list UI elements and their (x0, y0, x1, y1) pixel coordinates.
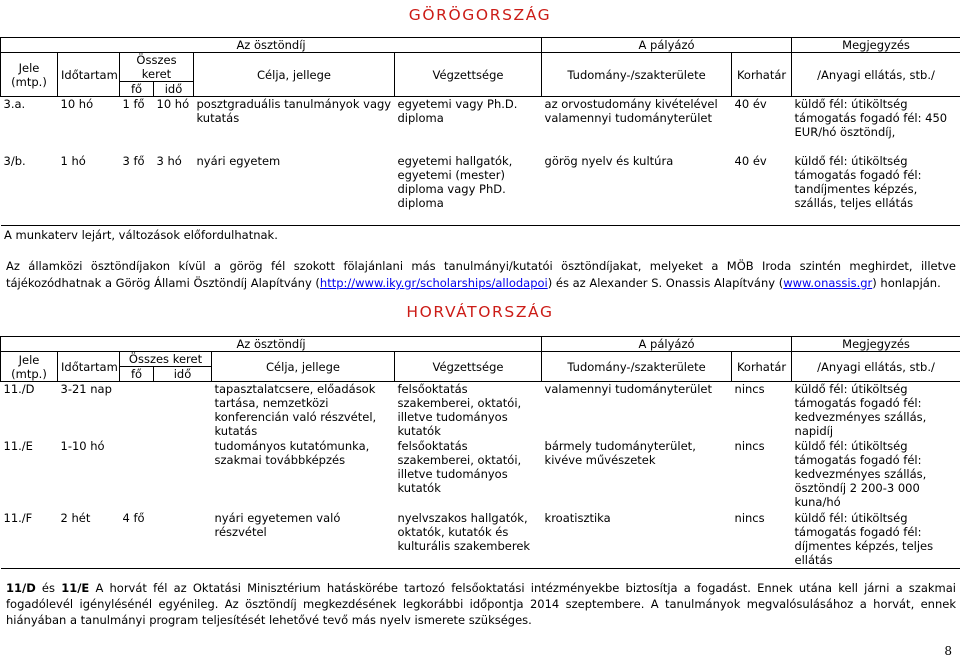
cell-anyagi: küldő fél: útiköltség támogatás fogadó fél: 450 EUR/hó ösztöndíj, (792, 97, 960, 154)
table-row (1, 439, 960, 511)
paragraph-text: és (35, 581, 62, 595)
cell-fo (120, 439, 154, 511)
cell-idotartam: 2 hét (58, 511, 120, 569)
greece-paragraph (6, 258, 956, 292)
col-header-ido: idő (154, 367, 212, 382)
cell-fo: 4 fő (120, 511, 154, 569)
cell-vegzettsege: nyelvszakos hallgatók, oktatók, kutatók és kulturális szakemberek (395, 511, 542, 569)
cell-korhatar: nincs (732, 511, 792, 569)
cell-celja: posztgraduális tanulmányok vagy kutatás (194, 97, 395, 154)
col-header-celja: Célja, jellege (212, 352, 395, 382)
cell-celja: nyári egyetemen való részvétel (212, 511, 395, 569)
cell-fo (120, 382, 154, 439)
group-header-applicant: A pályázó (542, 337, 792, 352)
cell-vegzettsege: felsőoktatás szakemberei, oktatói, illetve tudományos kutatók (397, 438, 522, 495)
cell-korhatar: 40 év (732, 154, 792, 226)
cell-anyagi: küldő fél: útiköltség támogatás fogadó fél: tandíjmentes képzés, szállás, teljes ellátás (792, 154, 960, 226)
col-header-osszes-keret: Összes keret (120, 53, 194, 82)
paragraph-text: ) és az Alexander S. Onassis Alapítvány ( (547, 276, 784, 290)
cell-jele: 11./D (1, 382, 58, 439)
greece-table (0, 37, 960, 226)
cell-idotartam: 1 hó (58, 154, 120, 226)
section-title-greece: GÖRÖGORSZÁG (408, 6, 552, 24)
cell-tudomany: az orvostudomány kivételével valamennyi tudományterület (542, 97, 732, 154)
page-number: 8 (944, 644, 952, 658)
onassis-link[interactable]: www.onassis.gr (783, 276, 873, 290)
cell-fo: 1 fő (120, 97, 154, 154)
table-row (1, 382, 960, 439)
section-title-croatia: HORVÁTORSZÁG (406, 303, 554, 321)
note-text: A munkaterv lejárt, változások előfordulhatnak. (4, 228, 278, 242)
cell-ido (154, 511, 212, 569)
col-header-idotartam: Időtartam (58, 53, 120, 97)
cell-idotartam: 1-10 hó (60, 438, 105, 453)
cell-ido: 3 hó (154, 154, 194, 226)
cell-ido (154, 439, 212, 511)
cell-jele: 11./F (1, 511, 58, 569)
paragraph-bold: 11/D (6, 581, 36, 595)
table-row (1, 97, 960, 154)
iky-link[interactable]: http://www.iky.gr/scholarships/allodapoi (319, 276, 548, 290)
col-header-tudomany: Tudomány-/szakterülete (542, 53, 732, 97)
cell-korhatar: nincs (732, 382, 792, 439)
cell-tudomany: bármely tudományterület, kivéve művészetek (544, 438, 696, 467)
col-header-fo: fő (120, 367, 154, 382)
col-header-vegzettsege: Végzettsége (395, 53, 542, 97)
col-header-anyagi: /Anyagi ellátás, stb./ (792, 53, 960, 97)
col-header-celja: Célja, jellege (194, 53, 395, 97)
cell-idotartam: 3-21 nap (58, 382, 120, 439)
cell-tudomany: kroatisztika (542, 511, 732, 569)
col-header-idotartam: Időtartam (58, 352, 120, 382)
cell-vegzettsege: felsőoktatás szakemberei, oktatói, illetve tudományos kutatók (395, 382, 542, 439)
cell-celja: nyári egyetem (194, 154, 395, 226)
cell-vegzettsege: egyetemi hallgatók, egyetemi (mester) diploma vagy PhD. diploma (395, 154, 542, 226)
col-header-fo: fő (120, 82, 154, 97)
paragraph-text: A horvát fél az Oktatási Minisztérium hatáskörébe tartozó felsőoktatási intézményekbe biztosítja a fogadást. Ennek utána kell járni a szakmai fogadólevél igénylésénél egyénileg. Az ösztöndíj megkezdésének legkorábbi időpontja 2014 szeptembere. A tanulmányok megvalósulásához a horvát, ennek hiányában a tanulmányi program teljesítését lehetővé tevő más nyelv ismerete szükséges. (6, 581, 956, 627)
paragraph-text: Az államközi ösztöndíjakon kívül a görög fél szokott fölajánlani más tanulmányi/kutatói ösztöndíjakat, melyeket a MÖB Iroda szintén meghirdet, illetve tájékozódhatnak a Görög Állami Ösztöndíj Alapítvány ( (6, 259, 956, 290)
table-row (1, 154, 960, 226)
cell-tudomany: valamennyi tudományterület (542, 382, 732, 439)
cell-ido (154, 382, 212, 439)
col-header-osszes-keret: Összes keret (120, 352, 212, 367)
col-header-vegzettsege: Végzettsége (395, 352, 542, 382)
group-header-notes: Megjegyzés (792, 38, 960, 53)
cell-anyagi: küldő fél: útiköltség támogatás fogadó fél: kedvezményes szállás, napidíj (792, 382, 960, 439)
cell-jele: 3/b. (1, 154, 58, 226)
cell-ido: 10 hó (154, 97, 194, 154)
table-row (1, 511, 960, 569)
group-header-notes: Megjegyzés (792, 337, 960, 352)
cell-korhatar: 40 év (732, 97, 792, 154)
paragraph-text: ) honlapján. (872, 276, 941, 290)
cell-anyagi: küldő fél: útiköltség támogatás fogadó fél: díjmentes képzés, teljes ellátás (792, 511, 960, 569)
cell-korhatar: nincs (734, 438, 765, 453)
col-header-korhatar: Korhatár (732, 352, 792, 382)
cell-anyagi: küldő fél: útiköltség támogatás fogadó fél: kedvezményes szállás, ösztöndíj 2 200-3 000 kuna/hó (794, 438, 927, 509)
cell-jele: 11./E (3, 438, 33, 453)
cell-celja: tudományos kutatómunka, szakmai továbbképzés (214, 438, 370, 467)
col-header-jele: Jele (mtp.) (1, 352, 58, 382)
col-header-anyagi: /Anyagi ellátás, stb./ (792, 352, 960, 382)
cell-fo: 3 fő (120, 154, 154, 226)
group-header-applicant: A pályázó (542, 38, 792, 53)
col-header-ido: idő (154, 82, 194, 97)
croatia-paragraph (6, 580, 956, 628)
cell-jele: 3.a. (1, 97, 58, 154)
cell-celja: tapasztalatcsere, előadások tartása, nemzetközi konferencián való részvétel, kutatás (212, 382, 395, 439)
col-header-jele: Jele (mtp.) (1, 53, 58, 97)
col-header-korhatar: Korhatár (732, 53, 792, 97)
paragraph-bold: 11/E (61, 581, 90, 595)
cell-vegzettsege: egyetemi vagy Ph.D. diploma (395, 97, 542, 154)
cell-idotartam: 10 hó (58, 97, 120, 154)
croatia-table (0, 336, 960, 569)
group-header-scholarship: Az ösztöndíj (1, 38, 542, 53)
cell-tudomany: görög nyelv és kultúra (542, 154, 732, 226)
col-header-tudomany: Tudomány-/szakterülete (542, 352, 732, 382)
group-header-scholarship: Az ösztöndíj (1, 337, 542, 352)
